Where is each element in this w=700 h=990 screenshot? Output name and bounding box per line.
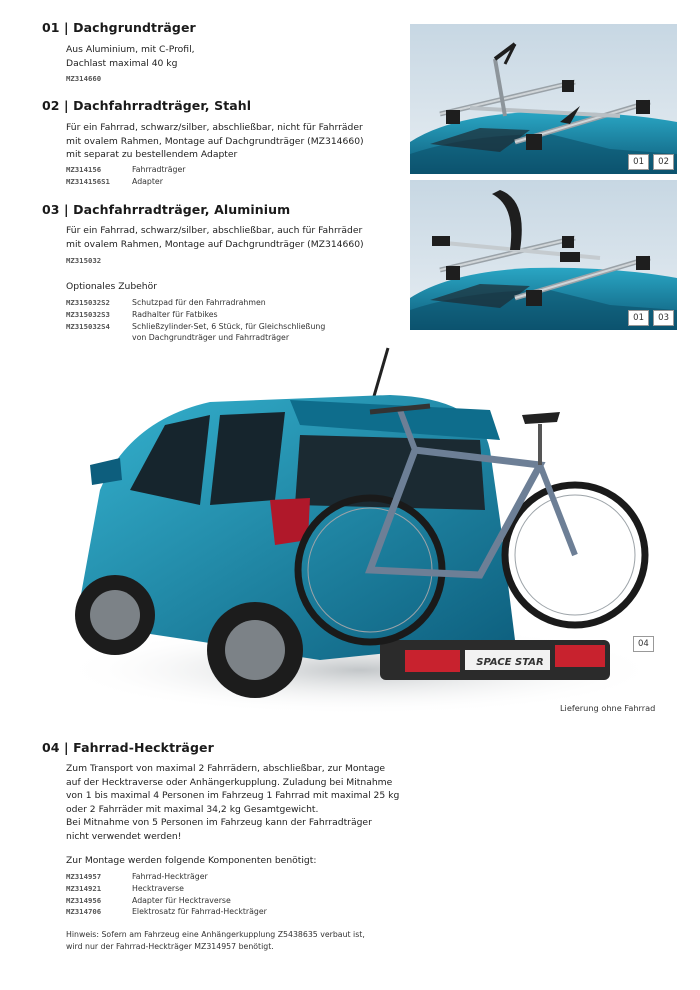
part-desc: Schließzylinder-Set, 6 Stück, für Gleichschließung bbox=[132, 321, 326, 331]
components-title: Zur Montage werden folgende Komponenten benötigt: bbox=[66, 855, 317, 866]
roof-carrier-steel-illustration bbox=[410, 24, 677, 174]
text-line: mit ovalem Rahmen, Montage auf Dachgrundträger (MZ314660) bbox=[66, 238, 364, 250]
part-desc: Radhalter für Fatbikes bbox=[132, 309, 218, 319]
part-desc: von Dachgrundträger und Fahrradträger bbox=[132, 333, 290, 343]
text-line: Bei Mitnahme von 5 Personen im Fahrzeug kann der Fahrradträger bbox=[66, 817, 372, 828]
number-plate: SPACE STAR bbox=[476, 657, 544, 668]
part-code: MZ314921 bbox=[66, 883, 102, 893]
section-04-description bbox=[66, 762, 399, 843]
part-desc: Hecktraverse bbox=[132, 883, 184, 893]
section-02-title: 02 | Dachfahrradträger, Stahl bbox=[42, 98, 252, 113]
part-code: MZ315032S3 bbox=[66, 309, 110, 319]
photo-roof-carrier-steel bbox=[410, 24, 677, 174]
part-code: MZ314156 bbox=[66, 165, 102, 174]
text-line: wird nur der Fahrrad-Heckträger MZ314957 benötigt. bbox=[66, 942, 274, 951]
part-code: MZ314956 bbox=[66, 895, 102, 905]
part-code: MZ315032S4 bbox=[66, 321, 110, 331]
photo-badge: 01 bbox=[628, 310, 649, 326]
photo-badge: 01 bbox=[628, 154, 649, 170]
photo-roof-carrier-aluminium bbox=[410, 180, 677, 330]
text-line: von 1 bis maximal 4 Personen im Fahrzeug 1 Fahrrad mit maximal 25 kg bbox=[66, 790, 400, 801]
text-line: auf der Hecktraverse oder Anhängerkupplung. Zuladung bei Mitnahme bbox=[66, 776, 393, 788]
section-04-title: 04 | Fahrrad-Heckträger bbox=[42, 740, 214, 755]
section-01-description bbox=[66, 43, 195, 70]
part-code: MZ314957 bbox=[66, 872, 102, 881]
photo-caption: Lieferung ohne Fahrrad bbox=[560, 703, 656, 713]
text-line: Zum Transport von maximal 2 Fahrrädern, abschließbar, zur Montage bbox=[66, 763, 386, 774]
part-desc: Schutzpad für den Fahrradrahmen bbox=[132, 298, 266, 307]
part-row bbox=[66, 176, 185, 188]
section-03-title: 03 | Dachfahrradträger, Aluminium bbox=[42, 202, 291, 217]
text-line: oder 2 Fahrräder mit maximal 34,2 kg Gesamtgewicht. bbox=[66, 803, 319, 815]
photo-badge: 02 bbox=[653, 154, 674, 170]
section-02-parts bbox=[66, 164, 185, 188]
car-with-bike-illustration bbox=[70, 340, 670, 725]
part-row bbox=[66, 164, 185, 176]
part-code: MZ315032S2 bbox=[66, 298, 110, 307]
part-desc: Elektrosatz für Fahrrad-Heckträger bbox=[132, 907, 267, 917]
photo-badge: 03 bbox=[653, 310, 674, 326]
part-number: MZ314660 bbox=[66, 74, 102, 83]
text-line: Hinweis: Sofern am Fahrzeug eine Anhängerkupplung Z5438635 verbaut ist, bbox=[66, 930, 365, 939]
text-line: Aus Aluminium, mit C-Profil, bbox=[66, 44, 195, 55]
part-number: MZ315032 bbox=[66, 256, 102, 265]
section-03-parts bbox=[66, 297, 325, 344]
optional-accessories-title: Optionales Zubehör bbox=[66, 281, 158, 292]
text-line: nicht verwendet werden! bbox=[66, 830, 182, 842]
section-04-parts bbox=[66, 871, 267, 918]
part-row bbox=[66, 883, 267, 895]
part-row bbox=[66, 297, 325, 309]
part-code: MZ314156S1 bbox=[66, 176, 110, 186]
section-02-description bbox=[66, 121, 364, 162]
text-line: Für ein Fahrrad, schwarz/silber, abschließbar, nicht für Fahrräder bbox=[66, 122, 363, 133]
part-desc: Adapter bbox=[132, 176, 163, 186]
part-desc: Fahrrad-Heckträger bbox=[132, 872, 208, 881]
roof-carrier-aluminium-illustration bbox=[410, 180, 677, 330]
part-desc: Fahrradträger bbox=[132, 165, 186, 174]
text-line: Für ein Fahrrad, schwarz/silber, abschließbar, auch für Fahrräder bbox=[66, 225, 363, 236]
text-line: mit separat zu bestellendem Adapter bbox=[66, 149, 238, 160]
part-row bbox=[66, 895, 267, 907]
photo-badge: 04 bbox=[633, 636, 654, 652]
section-01-title: 01 | Dachgrundträger bbox=[42, 20, 196, 35]
text-line: Dachlast maximal 40 kg bbox=[66, 57, 178, 69]
part-code: MZ314706 bbox=[66, 907, 102, 917]
part-row bbox=[66, 321, 325, 333]
part-row bbox=[66, 871, 267, 883]
note bbox=[66, 929, 365, 953]
part-row bbox=[66, 309, 325, 321]
part-row bbox=[66, 906, 267, 918]
section-03-description bbox=[66, 224, 364, 251]
part-desc: Adapter für Hecktraverse bbox=[132, 895, 231, 905]
text-line: mit ovalem Rahmen, Montage auf Dachgrundträger (MZ314660) bbox=[66, 135, 364, 147]
photo-car-rear-carrier bbox=[70, 340, 670, 725]
